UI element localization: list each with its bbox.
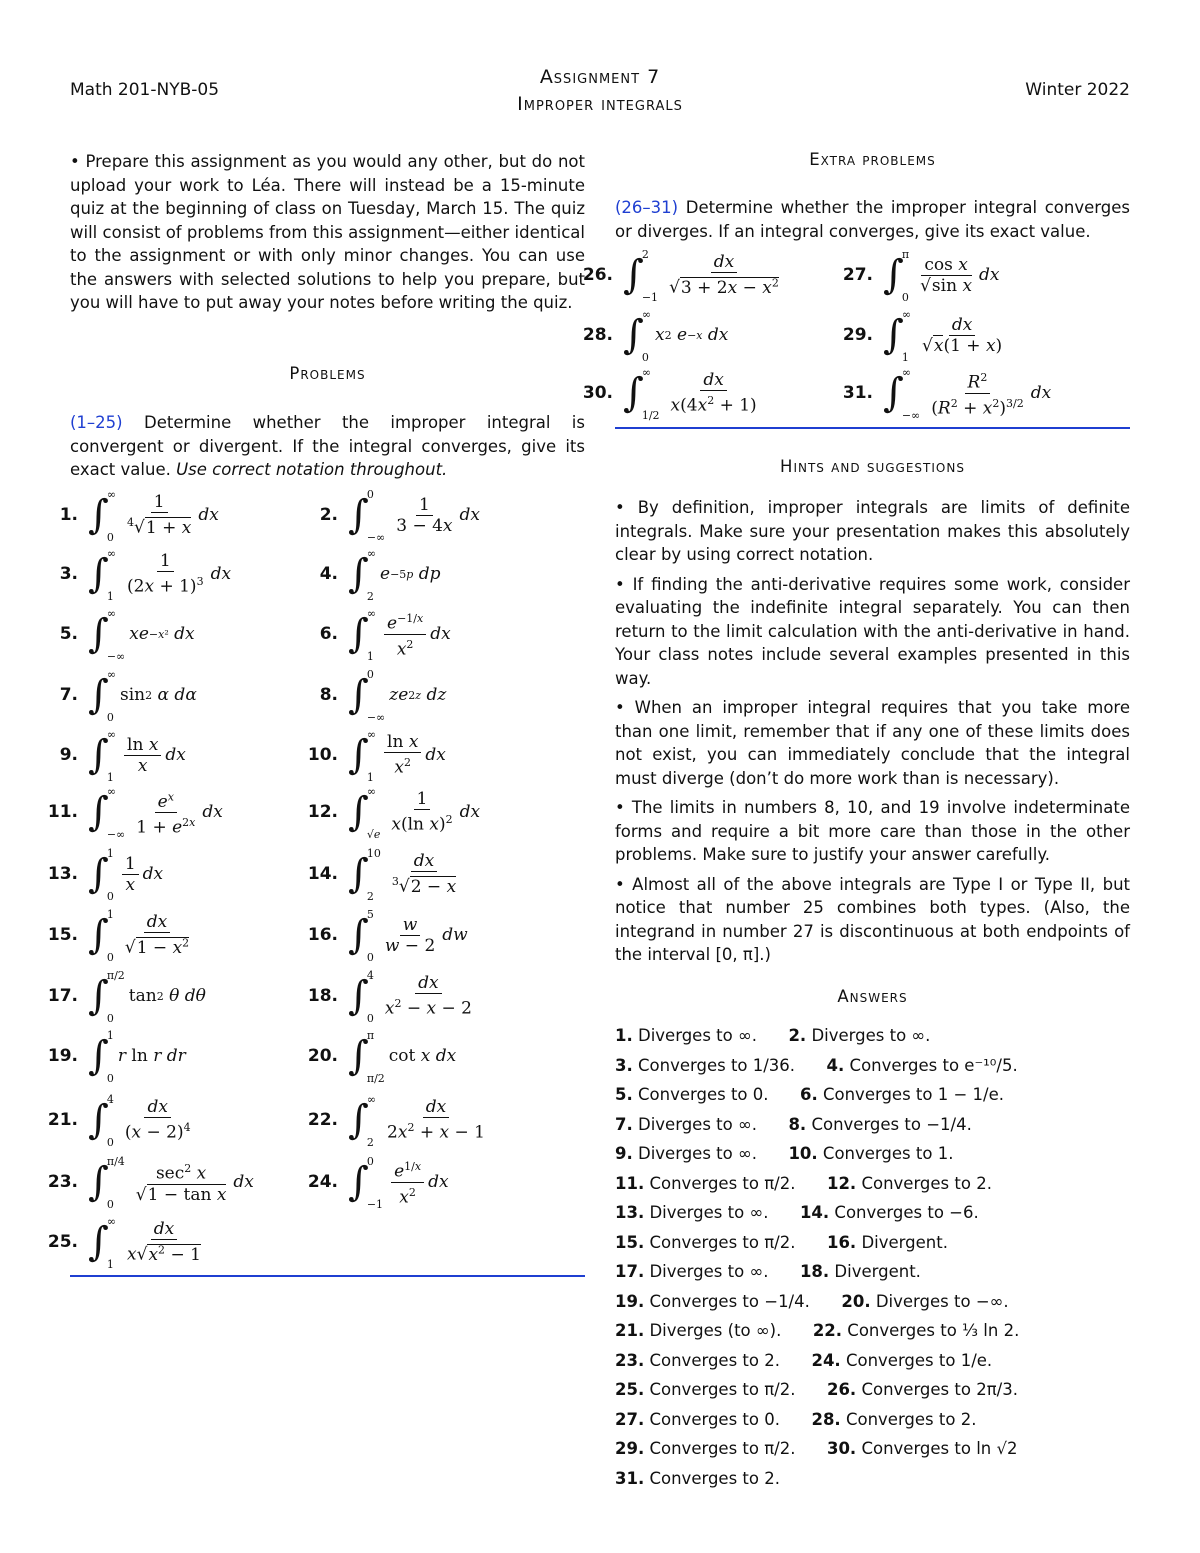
problem-31: 31. ∫ ∞ −∞ $\frac{R^2}{(R^2 + x^2)^{3/2}}$ dx [835,368,1051,418]
problem-23: 23. ∫ π/4 0 $\frac{\sec^2 x}{\text{√1 − tan x}}$ dx [40,1157,254,1207]
problems-range-link[interactable]: (1–25) [70,413,123,432]
problem-18: 18. ∫ 4 0 $\frac{dx}{x^2 - x - 2}$ [300,971,479,1021]
answer-row: 1. Diverges to ∞. 2. Diverges to ∞. [615,1026,931,1045]
problem-number: 5. [59,624,78,644]
problem-number: 9. [59,745,78,765]
problem-number: 27. [842,265,873,285]
problem-number: 10. [307,745,338,765]
problem-22: 22. ∫ ∞ 2 $\frac{dx}{2x^2 + x - 1}$ [300,1095,492,1145]
problem-2: 2. ∫ 0 −∞ $\frac{1}{3 - 4x}$ dx [300,490,480,540]
term: Winter 2022 [1025,80,1130,100]
problem-20: 20. ∫ π π/2 cot x dx [300,1031,456,1081]
right-column-rule [615,427,1130,429]
problem-number: 26. [582,265,613,285]
hint-item: • By definition, improper integrals are limits of definite integrals. Make sure your presentation makes this absolutely clear by using correct notation. [615,498,1130,564]
extra-instruction [615,196,1130,243]
problem-1: 1. ∫ ∞ 0 $\frac{1}{^4√1 + x}$ dx [40,490,219,540]
instruction-emphasis: Use correct notation throughout. [176,460,448,479]
problem-number: 25. [47,1232,78,1252]
answer-row: 15. Converges to π/2. 16. Divergent. [615,1232,948,1252]
problem-25: 25. ∫ ∞ 1 $\frac{dx}{x√x^2 - 1}$ [40,1217,208,1267]
problem-4: 4. ∫ ∞ 2 e −5p dp [300,549,441,599]
problem-6: 6. ∫ ∞ 1 $\frac{e^{-1/x}}{x^2}$ dx [300,609,451,659]
instruction-text: Determine whether the improper integral is convergent or divergent. If the integral converges, give its exact value. [70,413,585,479]
course-code: Math 201-NYB-05 [70,80,220,100]
problem-number: 8. [319,685,338,705]
problem-number: 24. [307,1172,338,1192]
left-column-rule [70,1275,585,1277]
problem-13: 13. ∫ 1 0 $\frac{1}{x}$ dx [40,849,163,899]
problem-24: 24. ∫ 0 −1 $\frac{e^{1/x}}{x^2}$ dx [300,1157,449,1207]
hint-item: • Almost all of the above integrals are Type I or Type II, but notice that number 25 combines both types. (Also, the integrand in number 27 is discontinuous at both endpoints of the interval [0, π].) [615,874,1130,964]
answer-row: 23. Converges to 2. 24. Converges to 1/e. [615,1350,993,1370]
problem-number: 23. [47,1172,78,1192]
hint-item: • When an improper integral requires that you take more than one limit, remember that if any one of these limits does not exist, you can immediately conclude that the integral must diverge (don’t do more work than is necessary). [615,698,1130,788]
answer-row: 9. Diverges to ∞. 10. Converges to 1. [615,1144,954,1163]
problem-15: 15. ∫ 1 0 $\frac{dx}{√1 - x^2}$ [40,910,196,960]
problem-14: 14. ∫ 10 2 $\frac{dx}{^3√2 - x}$ [300,849,463,899]
problem-number: 1. [59,505,78,525]
intro-paragraph: • Prepare this assignment as you would any other, but do not upload your work to Léa. There will instead be a 15-minute quiz at the beginning of class on Tuesday, March 15. The quiz will consist of problems from this assignment—either identical to the assignment or with only minor changes. You can use the answers with selected solutions to help you prepare, but you will have to put away your notes before writing the quiz. [70,152,585,312]
answer-row: 27. Converges to 0. 28. Converges to 2. [615,1409,977,1429]
problem-number: 29. [842,325,873,345]
problem-number: 18. [307,986,338,1006]
assignment-title: Assignment 7 [539,66,661,88]
problem-number: 17. [47,986,78,1006]
problem-number: 13. [47,864,78,884]
answer-row: 7. Diverges to ∞. 8. Converges to −1/4. [615,1114,972,1134]
problem-3: 3. ∫ ∞ 1 $\frac{1}{(2x + 1)^3}$ dx [40,549,231,599]
problem-11: 11. ∫ ∞ −∞ $\frac{e^x}{1 + e^{2x}}$ dx [40,787,223,837]
problem-number: 2. [319,505,338,525]
problem-number: 12. [307,802,338,822]
extra-instruction-text: Determine whether the improper integral converges or diverges. If an integral converges, give its exact value. [615,198,1130,241]
problems-heading: Problems [289,364,366,383]
problem-number: 30. [582,383,613,403]
problem-27: 27. ∫ π 0 $\frac{\text{cos x}}{\text{√sin x}}$ dx [835,250,1000,300]
answer-row: 13. Diverges to ∞. 14. Converges to −6. [615,1203,979,1222]
problem-16: 16. ∫ 5 0 $\frac{w}{w - 2}$ dw [300,910,468,960]
answer-row: 25. Converges to π/2. 26. Converges to 2π/3. [615,1380,1018,1399]
answers-heading: Answers [837,987,908,1006]
problem-number: 22. [307,1110,338,1130]
answer-row: 21. Diverges (to ∞). 22. Converges to ⅓ ln 2. [615,1321,1020,1340]
problem-8: 8. ∫ 0 −∞ ze 2z dz [300,670,446,720]
problem-number: 16. [307,925,338,945]
problem-7: 7. ∫ ∞ 0 sin 2 α dα [40,670,197,720]
answers-list [615,1026,1130,1498]
answer-row: 29. Converges to π/2. 30. Converges to ln √2 [615,1439,1018,1458]
answer-row: 31. Converges to 2. [615,1468,780,1488]
problem-number: 7. [59,685,78,705]
problems-instruction [70,411,585,482]
hints-heading: Hints and suggestions [780,457,965,476]
extra-range-link[interactable]: (26–31) [615,198,679,217]
problem-number: 4. [319,564,338,584]
problem-21: 21. ∫ 4 0 $\frac{dx}{(x - 2)^4}$ [40,1095,198,1145]
problem-29: 29. ∫ ∞ 1 $\frac{dx}{√x(1 + x)}$ [835,310,1009,360]
problem-9: 9. ∫ ∞ 1 $\frac{\text{ln x}}{x}$ dx [40,730,186,780]
answer-row: 11. Converges to π/2. 12. Converges to 2. [615,1173,992,1193]
answer-row: 19. Converges to −1/4. 20. Diverges to −∞. [615,1291,1009,1311]
problem-number: 28. [582,325,613,345]
hint-item: • If finding the anti-derivative requires some work, consider evaluating the indefinite integral separately. You can then return to the limit calculation with the anti-derivative in hand. Your class notes include several examples presented in this way. [615,574,1130,688]
problem-19: 19. ∫ 1 0 r ln r dr [40,1031,186,1081]
problem-number: 19. [47,1046,78,1066]
problem-number: 3. [59,564,78,584]
answer-row: 17. Diverges to ∞. 18. Divergent. [615,1262,921,1281]
assignment-topic: Improper integrals [517,93,683,115]
problem-number: 21. [47,1110,78,1130]
hint-item: • The limits in numbers 8, 10, and 19 involve indeterminate forms and require a bit more care than those in the other problems. Make sure to justify your answer carefully. [615,798,1130,864]
problem-30: 30. ∫ ∞ 1/2 $\frac{dx}{x(4x^2 + 1)}$ [575,368,764,418]
problem-number: 31. [842,383,873,403]
problem-12: 12. ∫ ∞ √e $\frac{1}{x(\ln x)^2}$ dx [300,787,480,837]
answer-row: 3. Converges to 1/36. 4. Converges to e⁻¹⁰/5. [615,1055,1018,1075]
problem-5: 5. ∫ ∞ −∞ xe −x² dx [40,609,195,659]
problem-number: 6. [319,624,338,644]
problem-number: 20. [307,1046,338,1066]
problem-26: 26. ∫ 2 −1 $\frac{dx}{√3 + 2x - x^2}$ [575,250,786,300]
hints-list [615,496,1130,967]
problem-28: 28. ∫ ∞ 0 x 2 e −x dx [575,310,728,360]
problem-10: 10. ∫ ∞ 1 $\frac{\text{ln x}}{x^2}$ dx [300,730,446,780]
extra-heading: Extra problems [809,150,936,169]
problem-number: 14. [307,864,338,884]
problem-number: 11. [47,802,78,822]
problem-17: 17. ∫ π/2 0 tan 2 θ dθ [40,971,206,1021]
problem-number: 15. [47,925,78,945]
answer-row: 5. Converges to 0. 6. Converges to 1 − 1/e. [615,1085,1005,1104]
